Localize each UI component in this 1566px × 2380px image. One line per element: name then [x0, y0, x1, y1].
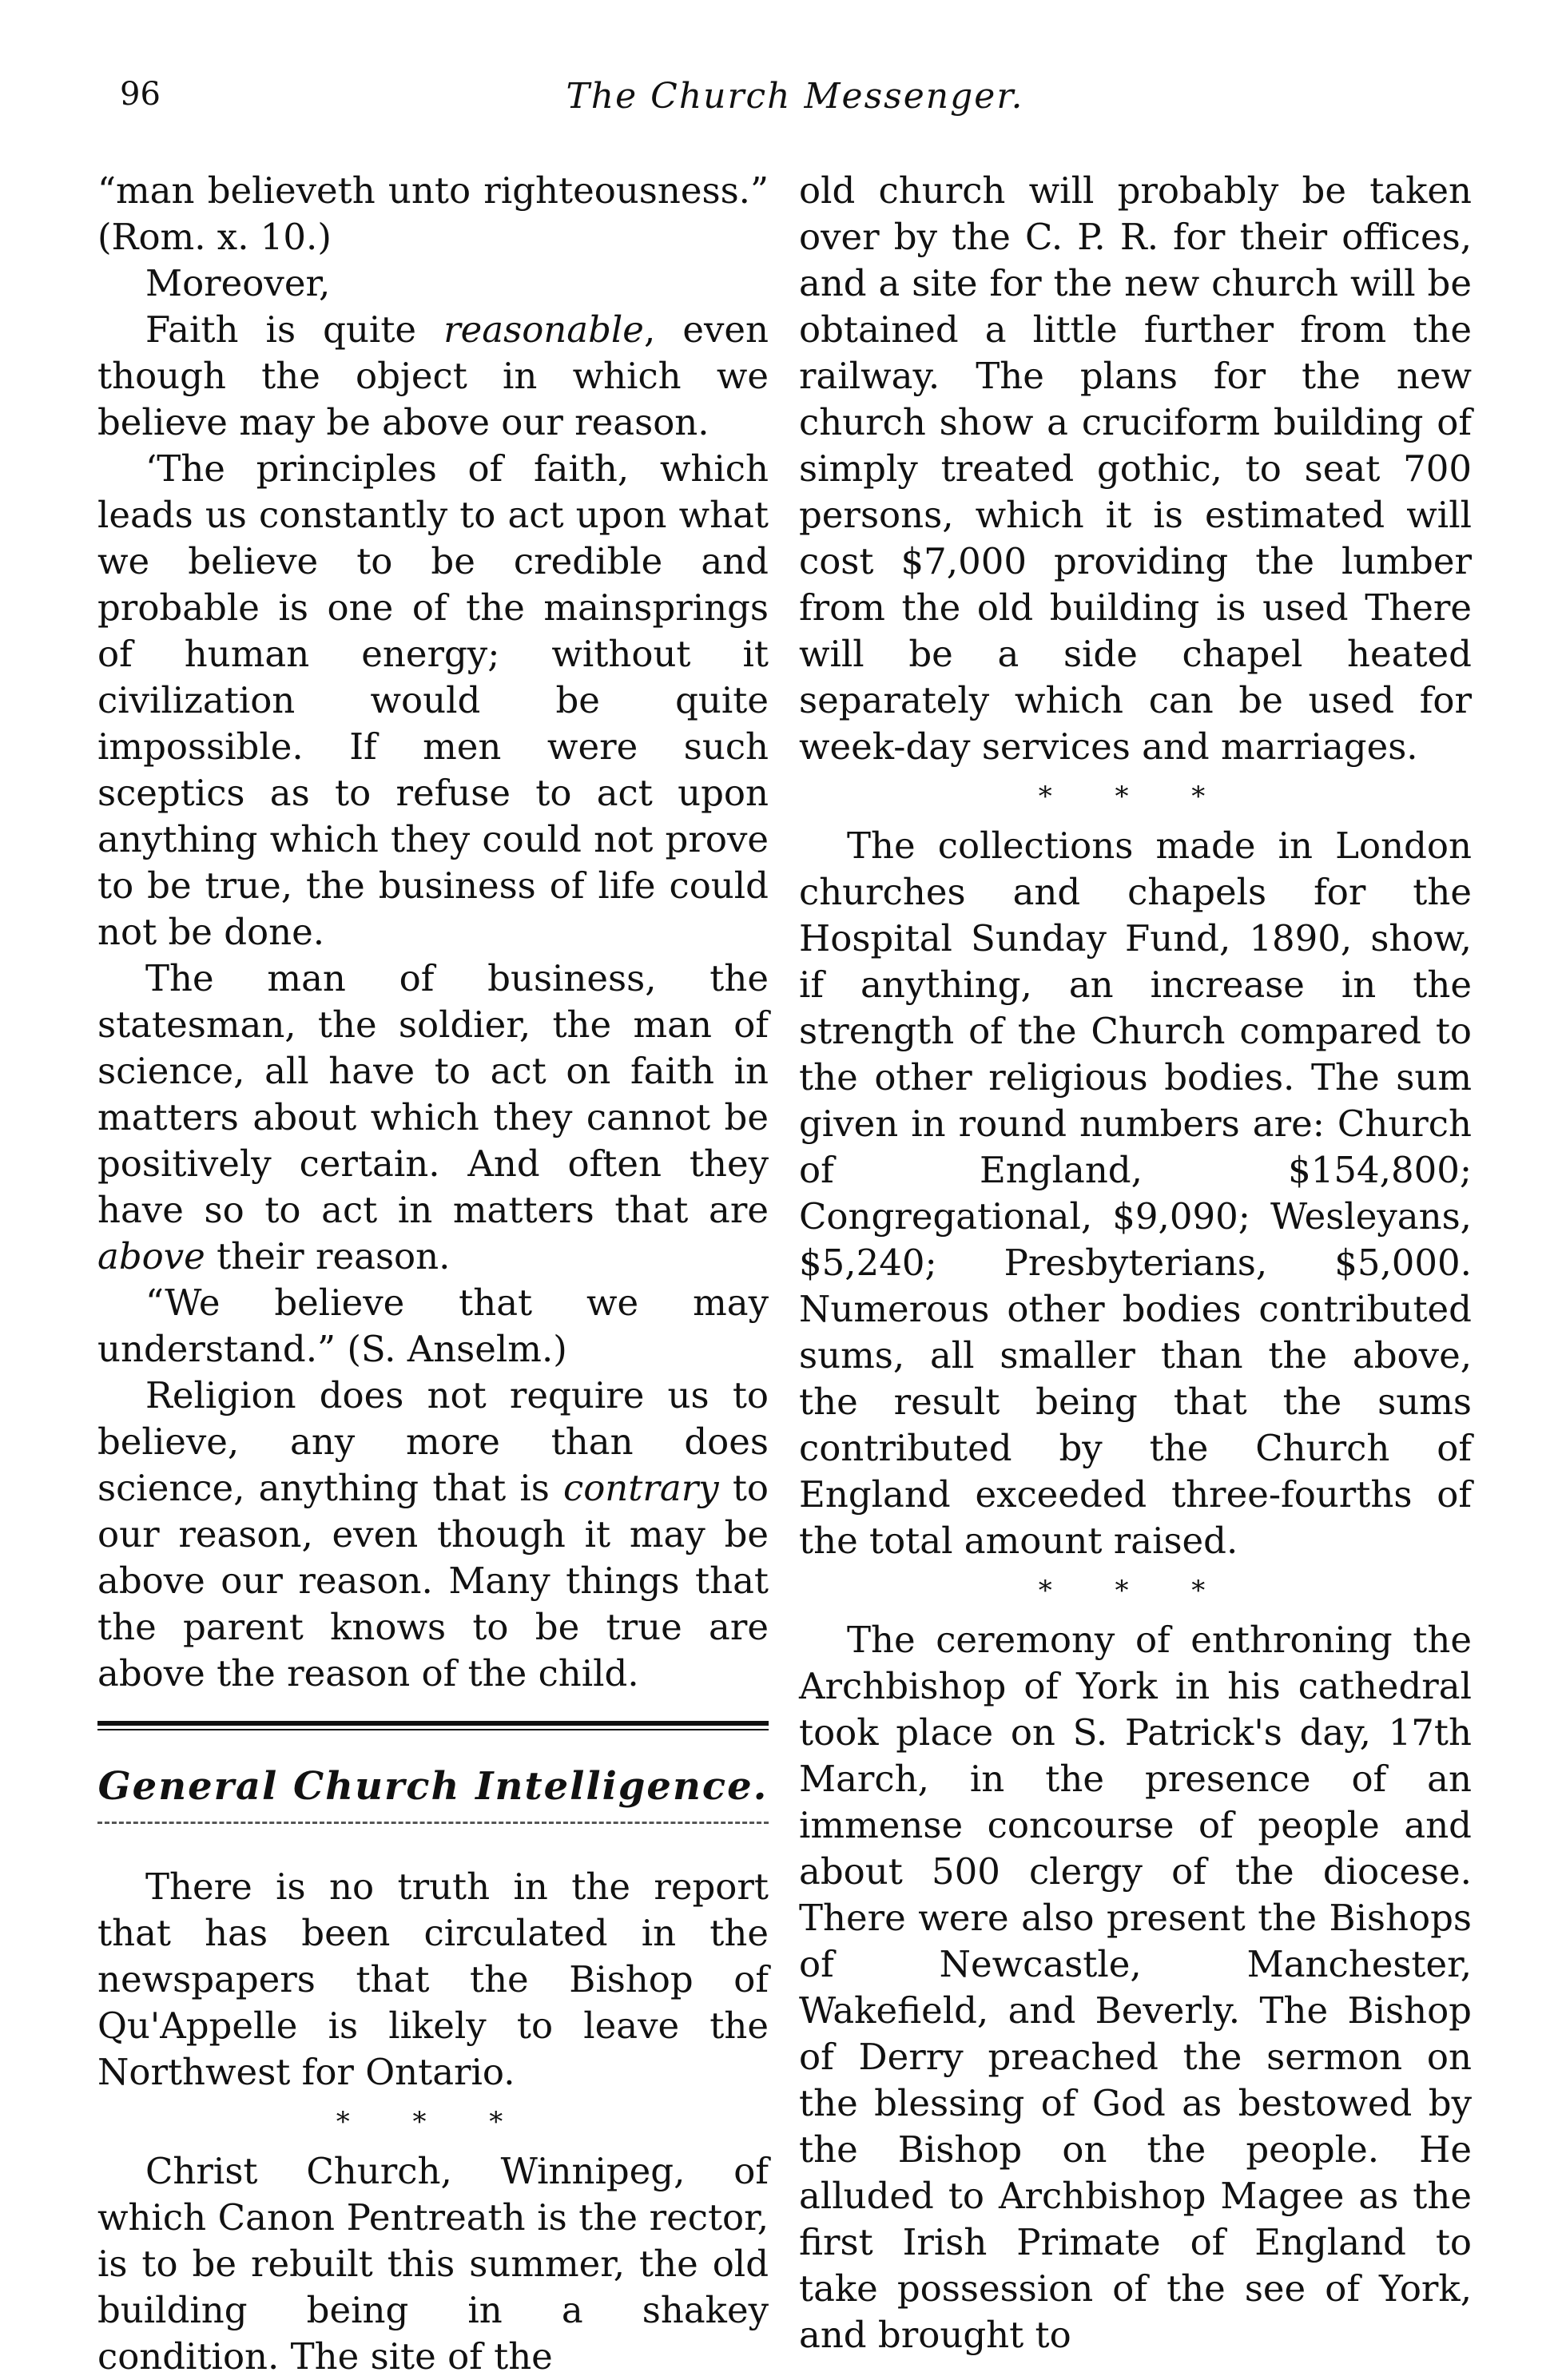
paragraph: “We believe that we may understand.” (S. Anselm.): [97, 1281, 769, 1370]
text-run: their reason.: [205, 1235, 451, 1277]
dashed-divider: [97, 1822, 769, 1824]
asterism-divider: * * *: [1038, 1575, 1233, 1607]
paragraph: [97, 307, 769, 446]
page-header: [120, 76, 1470, 124]
text-run: Religion does not require us to believe, any more than does science, anything that is: [97, 1374, 769, 1509]
paragraph: Moreover,: [145, 262, 331, 304]
paragraph: [97, 1373, 769, 1697]
asterism-divider: * * *: [336, 2106, 531, 2138]
asterism-divider: * * *: [1038, 781, 1233, 813]
paragraph: old church will probably be taken over by the C. P. R. for their offices, and a site for the new church will be obtained a little further from the railway. The plans for the new church show a cruciform building of simply treated gothic, to seat 700 persons, which it is estimated will cost $7,000 providing the lumber from the old building is used There will be a side chapel heated separately which can be used for week-day services and marriages.: [799, 169, 1472, 768]
text-run: to our reason, even though it may be above our reason. Many things that the parent knows to be true are above the reason of the child.: [97, 1467, 769, 1695]
rule-thick: [97, 1721, 769, 1726]
section-rule: [97, 1721, 769, 1730]
page-number: 96: [120, 76, 161, 113]
rule-thin: [97, 1729, 769, 1730]
left-column: [97, 168, 769, 2380]
paragraph: [97, 956, 769, 1280]
text-run: Faith is quite: [145, 308, 444, 351]
paragraph: There is no truth in the report that has been circulated in the newspapers that the Bishop of Qu'Appelle is likely to leave the Northwest for Ontario.: [97, 1865, 769, 2093]
emphasis-text: above: [97, 1235, 205, 1277]
text-run: , even though the object in which we believe may be above our reason.: [97, 308, 769, 443]
emphasis-text: reasonable: [443, 308, 644, 351]
text-run: The man of business, the statesman, the soldier, the man of science, all have to act on faith in matters about which they cannot be positively certain. And often they have so to act in matters that are: [97, 957, 769, 1231]
scripture-quote: “man believeth unto righteousness.” (Rom. x. 10.): [97, 169, 769, 258]
paragraph: ‘The principles of faith, which leads us constantly to act upon what we believe to be credible and probable is one of the mainsprings of human energy; without it civilization would be quite impossible. If men were such sceptics as to refuse to act upon anything which they could not prove to be true, the business of life could not be done.: [97, 447, 769, 953]
paragraph: The ceremony of enthroning the Archbishop of York in his cathedral took place on S. Patrick's day, 17th March, in the presence of an immense concourse of people and about 500 clergy of the diocese. There were also present the Bishops of Newcastle, Manchester, Wakefield, and Beverly. The Bishop of Derry preached the sermon on the blessing of God as bestowed by the Bishop on the people. He alluded to Archbishop Magee as the first Irish Primate of England to take possession of the see of York, and brought to: [799, 1619, 1472, 2356]
section-title: General Church Intelligence.: [97, 1764, 769, 1809]
paragraph: The collections made in London churches and chapels for the Hospital Sunday Fund, 1890, show, if anything, an increase in the strength of the Church compared to the other religious bodies. The sum given in round numbers are: Church of England, $154,800; Congregational, $9,090; Wesleyans, $5,240; Presbyterians, $5,000. Numerous other bodies contributed sums, all smaller than the above, the result being that the sums contributed by the Church of England exceeded three-fourths of the total amount raised.: [799, 824, 1472, 1562]
emphasis-text: contrary: [563, 1467, 719, 1509]
paragraph: Christ Church, Winnipeg, of which Canon Pentreath is the rector, is to be rebuilt this summer, the old building being in a shakey condition. The site of the: [97, 2150, 769, 2378]
running-title: The Church Messenger.: [566, 76, 1024, 117]
right-column: [799, 168, 1472, 2358]
